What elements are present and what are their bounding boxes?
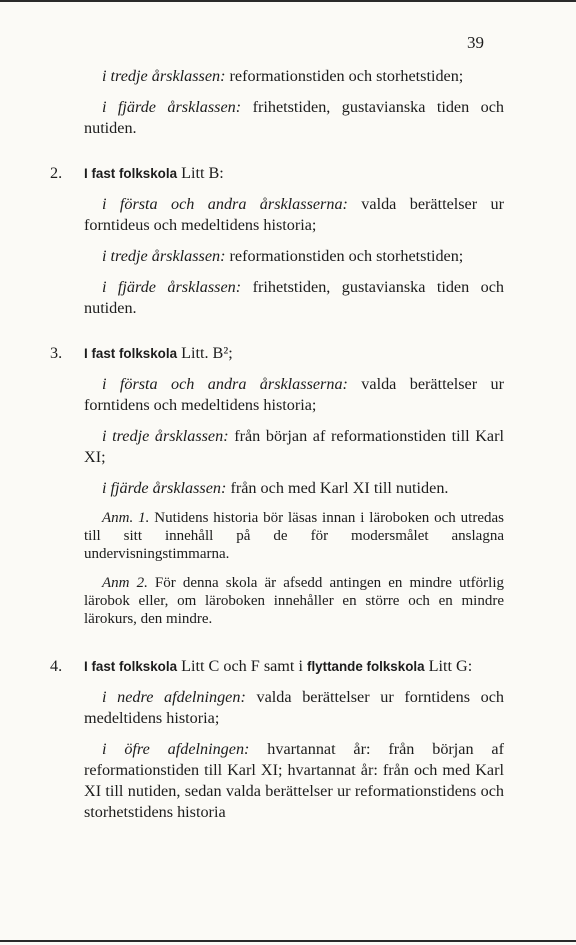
item-label: i tredje årsklassen:	[102, 247, 226, 265]
paragraph	[84, 246, 504, 267]
note-text: För denna skola är afsedd antingen en mindre utförlig lärobok eller, om läroboken innehåller en större och en mindre lärokurs, den mindre.	[84, 575, 505, 627]
paragraph	[84, 66, 504, 87]
section-number: 3.	[50, 344, 63, 362]
item-label: i nedre afdelningen:	[102, 688, 246, 706]
item-label: i fjärde årsklassen:	[102, 479, 227, 497]
note-text: Nutidens historia bör läsas innan i läroboken och utredas till sitt innehåll på de för modersmålet anslagna undervisningstimmarna.	[84, 510, 504, 562]
bottom-border	[0, 940, 576, 942]
item-text: reformationstiden och storhetstiden;	[225, 67, 464, 85]
item-text: valda berättelser ur forntideus och medeltidens historia;	[84, 195, 504, 234]
page-number: 39	[467, 33, 484, 52]
item-label: i första och andra årsklasserna:	[102, 195, 348, 213]
heading-text: Litt G:	[424, 657, 473, 675]
heading-text: Litt. B²;	[177, 344, 233, 362]
item-text: valda berättelser ur forntidens och medeltidens historia;	[84, 375, 504, 414]
item-text: hvartannat år: från början af reformationstiden till Karl XI; hvartannat år: från och med Karl XI till nutiden, sedan valda berättelser ur reformationstidens och storhetstidens historia	[84, 740, 504, 821]
item-label: i tredje årsklassen:	[102, 67, 226, 85]
paragraph	[84, 277, 504, 319]
paragraph	[84, 374, 504, 416]
top-border	[0, 0, 576, 2]
item-text: från och med Karl XI till nutiden.	[226, 479, 449, 497]
section-heading	[50, 343, 504, 364]
heading-bold: I fast folkskola	[84, 346, 178, 361]
item-text: valda berättelser ur forntidens och medeltidens historia;	[84, 688, 505, 727]
paragraph	[84, 426, 504, 468]
section-heading	[50, 163, 504, 184]
note-label: Anm. 1.	[102, 510, 150, 526]
item-label: i första och andra årsklasserna:	[102, 375, 348, 393]
heading-text: Litt B:	[177, 164, 224, 182]
item-text: frihetstiden, gustavianska tiden och nutiden.	[84, 278, 504, 317]
item-text: reformationstiden och storhetstiden;	[225, 247, 464, 265]
item-label: i öfre afdelningen:	[102, 740, 250, 758]
item-text: frihetstiden, gustavianska tiden och nutiden.	[84, 98, 504, 137]
item-label: i fjärde årsklassen:	[102, 98, 242, 116]
item-label: i fjärde årsklassen:	[102, 278, 242, 296]
heading-bold: flyttande folkskola	[306, 659, 425, 674]
note-label: Anm 2.	[102, 575, 148, 591]
section-number: 4.	[50, 657, 63, 675]
paragraph	[84, 739, 504, 823]
section-heading	[50, 656, 504, 677]
section-number: 2.	[50, 164, 63, 182]
item-text: från början af reformationstiden till Karl XI;	[84, 427, 504, 466]
heading-text: Litt C och F samt i	[177, 657, 307, 675]
paragraph	[84, 97, 504, 139]
item-label: i tredje årsklassen:	[102, 427, 229, 445]
note	[84, 509, 504, 563]
paragraph	[84, 687, 504, 729]
paragraph	[84, 478, 504, 499]
page-content	[50, 66, 505, 833]
note	[84, 574, 504, 628]
heading-bold: I fast folkskola	[84, 166, 178, 181]
heading-bold: I fast folkskola	[84, 659, 178, 674]
paragraph	[84, 194, 504, 236]
